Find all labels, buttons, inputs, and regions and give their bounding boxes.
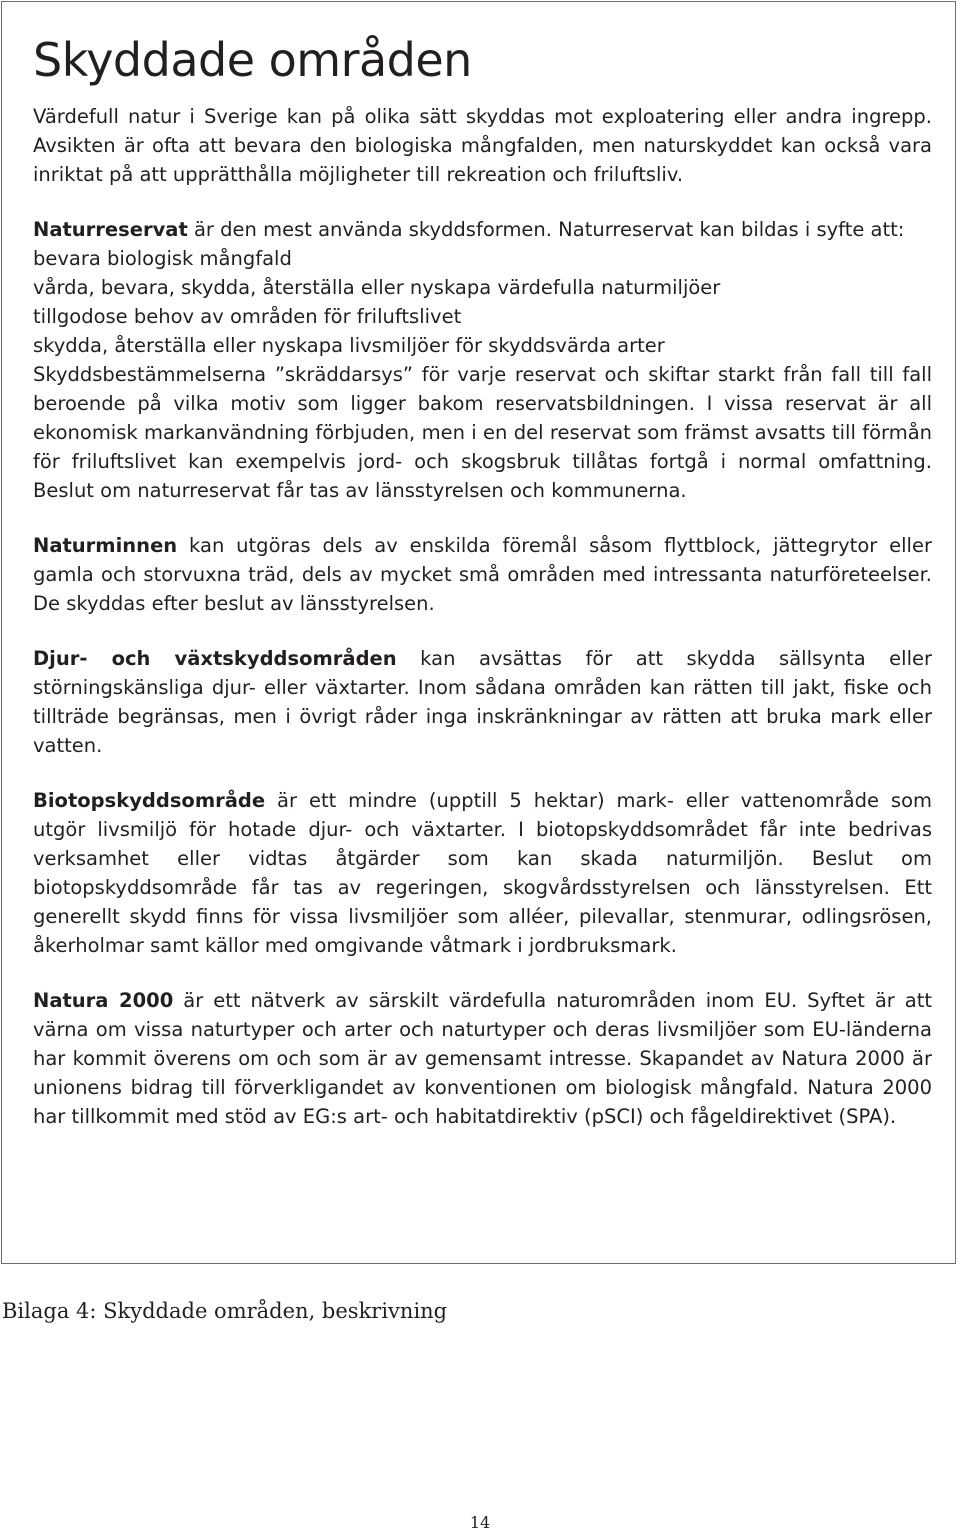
page-title: Skyddade områden bbox=[33, 33, 472, 87]
naturreservat-section bbox=[33, 215, 932, 505]
intro-paragraph: Värdefull natur i Sverige kan på olika sätt skyddas mot exploatering eller andra ingrepp. Avsikten är ofta att bevara den biologiska mångfalden, men naturskyddet kan också vara inriktat på att upprätthålla möjligheter till rekreation och friluftsliv. bbox=[33, 105, 932, 186]
djur-vaxtskydd-text: kan avsättas för att skydda sällsynta eller störningskänsliga djur- eller växtarter. Inom sådana områden kan rätten till jakt, fiske och tillträde begränsas, men i övrigt råder inga inskränkningar av rätten att bruka mark eller vatten. bbox=[33, 647, 933, 757]
naturreservat-purpose-list bbox=[33, 244, 932, 360]
naturreservat-lead bbox=[33, 215, 932, 244]
naturminnen-paragraph bbox=[33, 531, 932, 618]
naturminnen-term: Naturminnen bbox=[33, 534, 178, 557]
natura-2000-text: är ett nätverk av särskilt värdefulla naturområden inom EU. Syftet är att värna om vissa naturtyper och arter och naturtyper och deras livsmiljöer som EU-länderna har kommit överens om och som är av gemensamt intresse. Skapandet av Natura 2000 är unionens bidrag till förverkligandet av konventionen om biologisk mångfald. Natura 2000 har tillkommit med stöd av EG:s art- och habitatdirektiv (pSCI) och fågeldirektivet (SPA). bbox=[33, 989, 932, 1128]
naturreservat-rest: Skyddsbestämmelserna ”skräddarsys” för varje reservat och skiftar starkt från fall till fall beroende på vilka motiv som ligger bakom reservatsbildningen. I vissa reservat är all ekonomisk markanvändning förbjuden, men i en del reservat som främst avsatts till förmån för friluftslivet kan exempelvis jord- och skogsbruk tillåtas fortgå i normal omfattning. Beslut om naturreservat får tas av länsstyrelsen och kommunerna. bbox=[33, 363, 932, 502]
purpose-item: bevara biologisk mångfald bbox=[33, 247, 292, 270]
biotopskydd-term: Biotopskyddsområde bbox=[33, 789, 266, 812]
document-body bbox=[33, 102, 932, 1131]
naturreservat-term: Naturreservat bbox=[33, 218, 188, 241]
purpose-item: vårda, bevara, skydda, återställa eller nyskapa värdefulla naturmiljöer bbox=[33, 276, 721, 299]
natura-2000-paragraph bbox=[33, 986, 932, 1131]
naturreservat-lead-text: är den mest använda skyddsformen. Naturreservat kan bildas i syfte att: bbox=[187, 218, 905, 241]
djur-vaxtskydd-term: Djur- och växtskyddsområden bbox=[33, 647, 397, 670]
biotopskydd-paragraph bbox=[33, 786, 932, 960]
djur-vaxtskydd-paragraph bbox=[33, 644, 932, 760]
biotopskydd-text: är ett mindre (upptill 5 hektar) mark- eller vattenområde som utgör livsmiljö för hotade djur- och växtarter. I biotopskyddsområdet får inte bedrivas verksamhet eller vidtas åtgärder som kan skada naturmiljön. Beslut om biotopskyddsområde får tas av regeringen, skogvårdsstyrelsen och länsstyrelsen. Ett generellt skydd finns för vissa livsmiljöer som alléer, pilevallar, stenmurar, odlingsrösen, åkerholmar samt källor med omgivande våtmark i jordbruksmark. bbox=[33, 789, 932, 957]
naturminnen-text: kan utgöras dels av enskilda föremål såsom flyttblock, jättegrytor eller gamla och storvuxna träd, dels av mycket små områden med intressanta naturföreteelser. De skyddas efter beslut av länsstyrelsen. bbox=[33, 534, 932, 615]
content-frame bbox=[1, 1, 956, 1264]
appendix-caption: Bilaga 4: Skyddade områden, beskrivning bbox=[2, 1299, 448, 1323]
purpose-item: tillgodose behov av områden för friluftslivet bbox=[33, 305, 462, 328]
natura-2000-term: Natura 2000 bbox=[33, 989, 174, 1012]
page-number: 14 bbox=[469, 1513, 491, 1532]
purpose-item: skydda, återställa eller nyskapa livsmiljöer för skyddsvärda arter bbox=[33, 334, 665, 357]
